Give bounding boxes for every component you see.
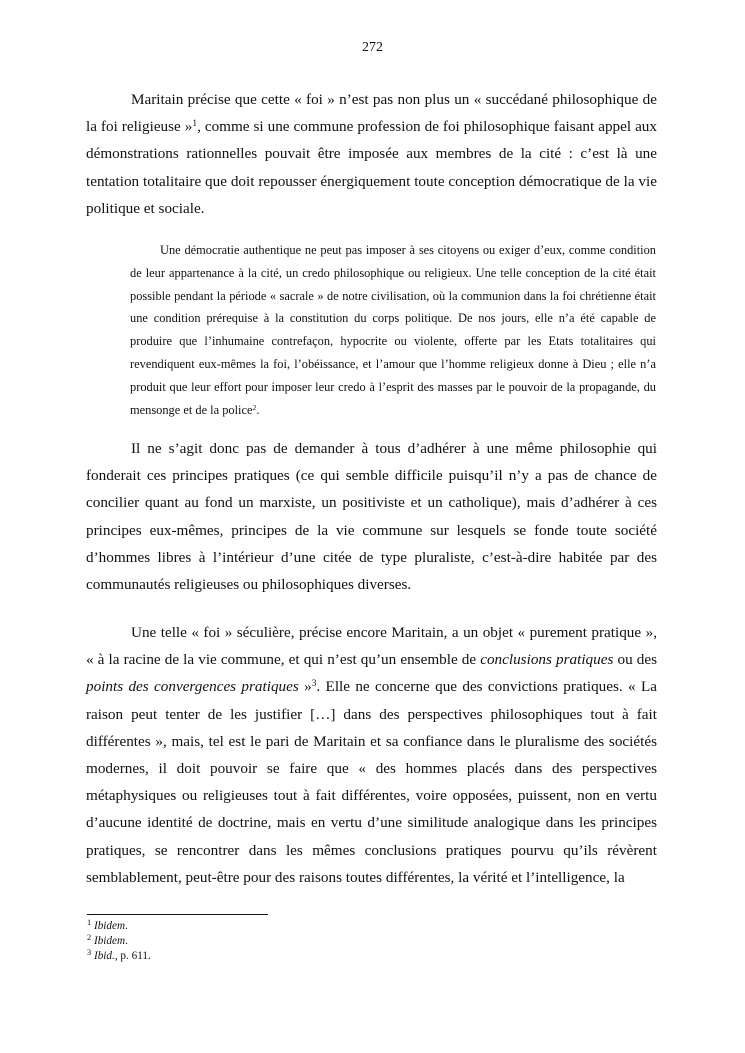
- footnote-1-rest: .: [125, 920, 128, 932]
- paragraph-2-text: Il ne s’agit donc pas de demander à tous d’adhérer à une même philosophie qui fonderait ces principes pratiques (ce qui semble difficile puisqu’il n’y a pas de chance de concilier quant au fond un marxiste, un positiviste et un catholique), mais d’adhérer à ces principes eux-mêmes, principes de la vie commune sur lesquels se fonde toute société d’hommes libres à l’intérieur d’une citée de type pluraliste, c’est-à-dire habitée par des communautés religieuses ou philosophiques diverses.: [86, 440, 657, 594]
- footnote-ref-2: 2: [252, 402, 257, 412]
- paragraph-3-text-b: ou des: [613, 651, 658, 669]
- paragraph-1-text-b: , comme si une commune profession de foi philosophique faisant appel aux démonstrations rationnelles pouvait être imposée aux membres de la cité : c’est là une tentation totalitaire que doit repousser énergiquement toute conception démocratique de la vie politique et sociale.: [86, 118, 657, 217]
- footnote-1: [87, 919, 657, 934]
- block-quote-text-b: .: [256, 402, 260, 417]
- footnote-2-source: Ibidem: [93, 935, 126, 948]
- footnote-2-rest: .: [125, 935, 128, 948]
- paragraph-3: [86, 619, 657, 891]
- paragraph-3-italic-1: conclusions pratiques: [480, 651, 614, 669]
- paragraph-3-italic-2: points des convergences pratiques: [86, 678, 299, 696]
- footnote-2-number: 2: [87, 933, 92, 943]
- footnotes: [87, 919, 657, 965]
- paragraph-3-text-a: Une telle « foi » séculière, précise encore Maritain, a un objet « purement pratique », « à la racine de la vie commune, et qui n’est qu’un ensemble de: [86, 624, 657, 669]
- paragraph-1-text-a: Maritain précise que cette « foi » n’est pas non plus un « succédané philosophique de la foi religieuse »: [86, 91, 657, 136]
- footnote-3-number: 3: [87, 948, 92, 958]
- block-quote-text-a: Une démocratie authentique ne peut pas imposer à ses citoyens ou exiger d’eux, comme condition de leur appartenance à la cité, un credo philosophique ou religieux. Une telle conception de la cité était possible pendant la période « sacrale » de notre civilisation, où la communion dans la foi chrétienne était une condition prérequise à la constitution du corps politique. De nos jours, elle n’a été capable de produire que l’inhumaine contrefaçon, hypocrite ou violente, offerte par les Etats totalitaires qui revendiquent eux-mêmes la foi, l’obéissance, et l’amour que l’homme religieux donne à Dieu ; elle n’a produit que leur effort pour imposer leur credo à l’esprit des masses par le pouvoir de la propagande, du mensonge et de la police: [130, 243, 656, 417]
- block-quote: [130, 239, 656, 421]
- paragraph-3-text-d: . Elle ne concerne que des convictions pratiques. « La raison peut tenter de les justifier […] dans des perspectives philosophiques tout à fait différentes », mais, tel est le pari de Maritain et sa confiance dans le pluralisme des sociétés modernes, il doit pouvoir se faire que « des hommes placés dans des perspectives métaphysiques ou religieuses tout à fait différentes, voire opposées, puissent, non en vertu d’aucune identité de doctrine, mais en vertu d’une similitude analogique dans les principes pratiques, se rencontrer dans les mêmes conclusions pratiques pourvu qu’ils révèrent semblablement, peut-être pour des raisons toutes différentes, la vérité et l’intelligence, la: [86, 678, 657, 886]
- footnote-ref-3: 3: [311, 679, 317, 690]
- footnote-2: [87, 934, 657, 949]
- footnote-3-source: Ibid.: [93, 950, 115, 963]
- footnote-ref-1: 1: [192, 119, 198, 130]
- paragraph-1: [86, 86, 657, 222]
- footnote-3-rest: , p. 611.: [114, 950, 151, 963]
- footnote-3: [87, 949, 657, 964]
- paragraph-2: [86, 435, 657, 598]
- footnote-1-number: 1: [87, 918, 92, 928]
- paragraph-3-text-c: »: [298, 678, 312, 696]
- page-number: 272: [362, 40, 383, 55]
- footnote-separator: [87, 914, 268, 915]
- footnote-1-source: Ibidem: [93, 920, 126, 932]
